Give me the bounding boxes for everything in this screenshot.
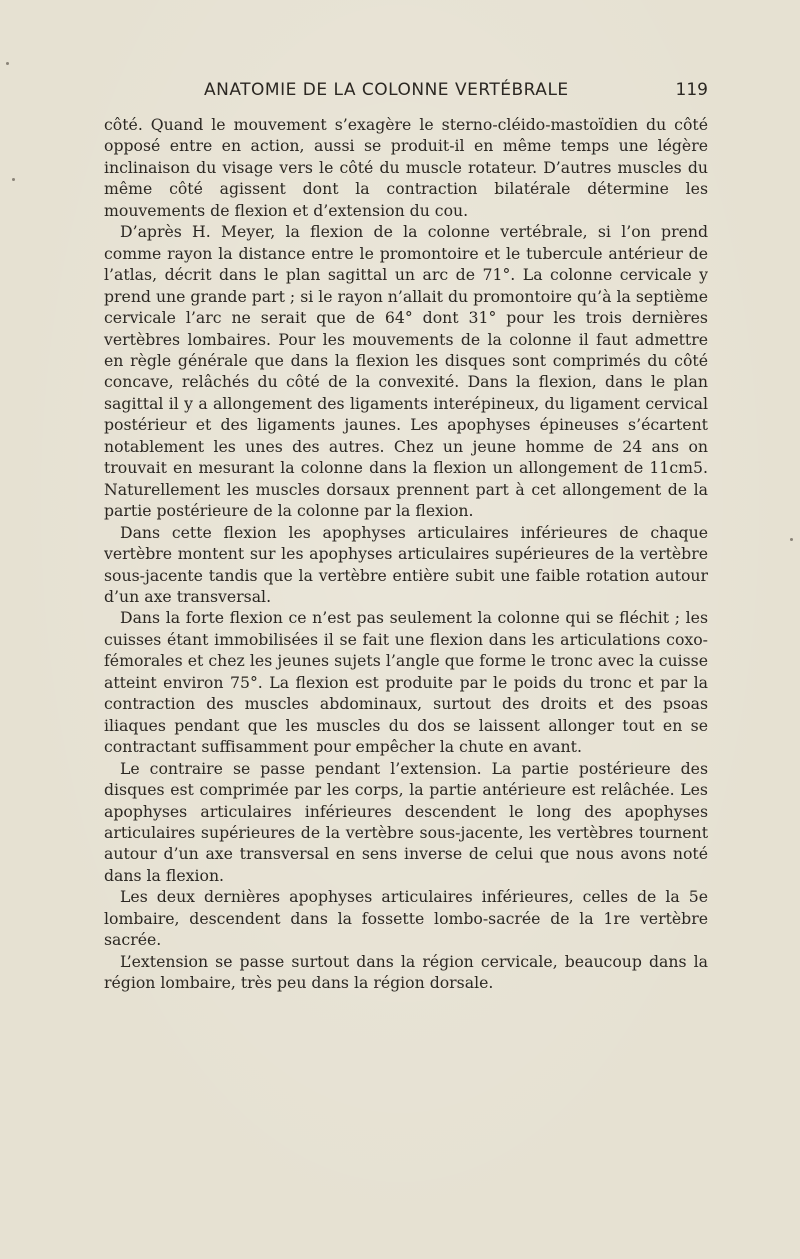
body-text [104,114,708,994]
paper-speck [790,538,793,541]
paragraph: Les deux dernières apophyses articulaires inférieures, celles de la 5e lombaire, descendent dans la fossette lombo-sacrée de la 1re vertèbre sacrée. [104,887,708,950]
paragraph: D’après H. Meyer, la flexion de la colonne vertébrale, si l’on prend comme rayon la distance entre le promontoire et le tubercule antérieur de l’atlas, décrit dans le plan sagittal un arc de 71°. La colonne cervicale y prend une grande part ; si le rayon n’allait du promontoire qu’à la septième cervicale l’arc ne serait que de 64° dont 31° pour les trois dernières vertèbres lombaires. Pour les mouvements de la colonne il faut admettre en règle générale que dans la flexion les disques sont comprimés du côté concave, relâchés du côté de la convexité. Dans la flexion, dans le plan sagittal il y a allongement des ligaments interépineux, du ligament cervical postérieur et des ligaments jaunes. Les apophyses épineuses s’écartent notablement les unes des autres. Chez un jeune homme de 24 ans on trouvait en mesurant la colonne dans la flexion un allongement de 11cm5. Naturellement les muscles dorsaux prennent part à cet allongement de la partie postérieure de la colonne par la flexion. [104,222,708,521]
page-header [104,80,708,104]
paper-speck [6,62,9,65]
paragraph: Le contraire se passe pendant l’extension. La partie postérieure des disques est comprimée par les corps, la partie antérieure est relâchée. Les apophyses articulaires inférieures descendent le long des apophyses articulaires supérieures de la vertèbre sous-jacente, les vertèbres tournent autour d’un axe transversal en sens inverse de celui que nous avons noté dans la flexion. [104,758,708,885]
paragraph: Dans cette flexion les apophyses articulaires inférieures de chaque vertèbre montent sur les apophyses articulaires supérieures de la vertèbre sous-jacente tandis que la vertèbre entière subit une faible rotation autour d’un axe transversal. [104,522,708,606]
paragraph: L’extension se passe surtout dans la région cervicale, beaucoup dans la région lombaire, très peu dans la région dorsale. [104,951,708,993]
page-number: 119 [675,80,708,100]
running-head: ANATOMIE DE LA COLONNE VERTÉBRALE [204,80,569,100]
paragraph: Dans la forte flexion ce n’est pas seulement la colonne qui se fléchit ; les cuisses étant immobilisées il se fait une flexion dans les articulations coxo-fémorales et chez les jeunes sujets l’angle que forme le tronc avec la cuisse atteint environ 75°. La flexion est produite par le poids du tronc et par la contraction des muscles abdominaux, surtout des droits et des psoas iliaques pendant que les muscles du dos se laissent allonger tout en se contractant suffisamment pour empêcher la chute en avant. [104,608,708,757]
paper-speck [12,178,15,181]
paragraph: côté. Quand le mouvement s’exagère le sterno-cléido-mastoïdien du côté opposé entre en action, aussi se produit-il en même temps une légère inclinaison du visage vers le côté du muscle rotateur. D’autres muscles du même côté agissent dont la contraction bilatérale détermine les mouvements de flexion et d’extension du cou. [104,115,708,220]
